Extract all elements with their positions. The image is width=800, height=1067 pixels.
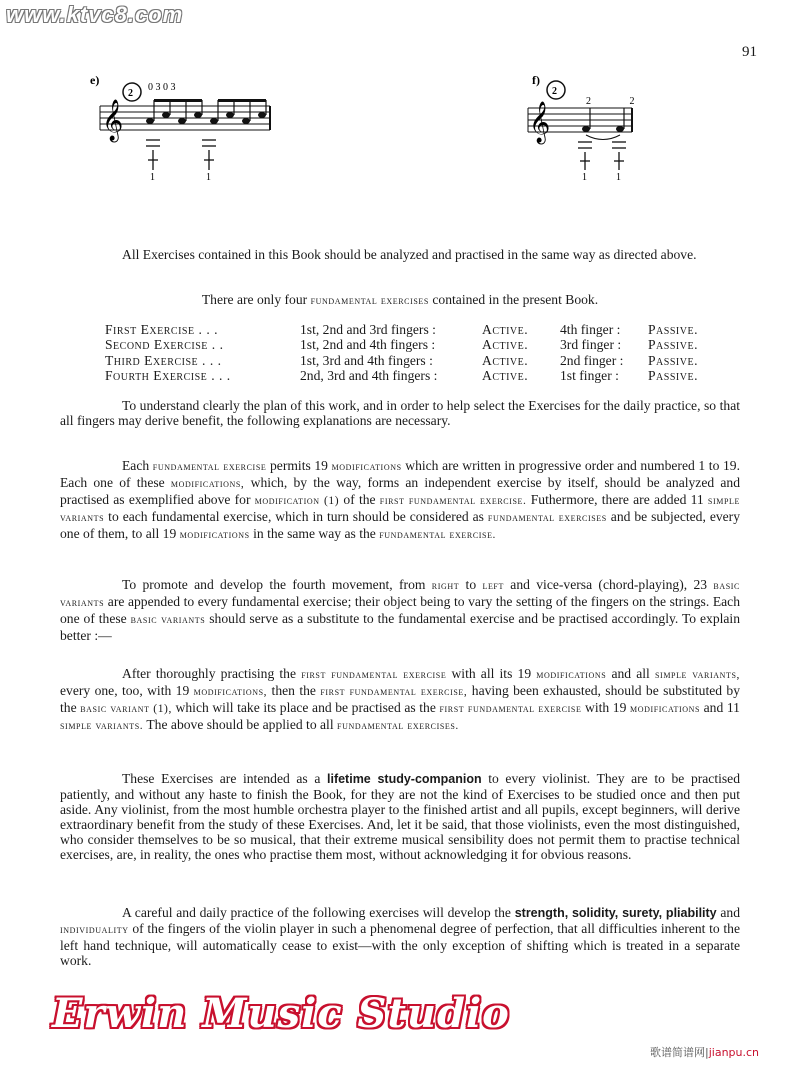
lifetime-text: These Exercises are intended as a lifetime study-companion to every violinist. They are to be practised patiently, and without any haste to finish the Book, for they are not the kind of Exercises to be studied once and then put aside. Any violinist, from the most humble orchestra player to the finished artist and all pupils, except beginners, will derive extraordinary benefit from the study of these Exercises. And, let it be said, that those violinists, even the most distinguished, who consider themselves to be so musical, that their extreme musical sensibility does not permit them to practise technical exercises, are, in reality, the ones who practise them most, without acknowledging it for obvious reasons. (60, 771, 741, 862)
footer-site-watermark: 歌谱简谱网|jianpu.cn (650, 1046, 760, 1059)
table-row: Fourth Exercise . . . 2nd, 3rd and 4th fingers : Active. 1st finger : Passive. (105, 367, 698, 383)
daily-practice-text: A careful and daily practice of the following exercises will develop the strength, solidity, surety, pliability and individuality of the fingers of the violin player in such a phenomenal degree of perfection, that all difficulties inherent to the left hand technique, will automatically cease to exist—with the only exception of shifting which is treated in a separate work. (60, 905, 741, 968)
paragraph-lifetime (60, 771, 740, 862)
table-row: Second Exercise . . 1st, 2nd and 4th fingers : Active. 3rd finger : Passive. (105, 337, 698, 353)
example-label: e) (90, 73, 100, 87)
paragraph-intro (60, 247, 740, 262)
fingering-label: 2 2 (586, 96, 653, 107)
plan-text: To understand clearly the plan of this work, and in order to help select the Exercises for the daily practice, so that all fingers may derive benefit, the following explanations are necessary. (60, 398, 740, 428)
example-label: f) (532, 73, 540, 87)
treble-clef-icon: 𝄞 (102, 100, 124, 141)
paragraph-count (60, 292, 740, 309)
treble-clef-icon: 𝄞 (529, 102, 551, 143)
note-group (582, 126, 624, 132)
count-text: There are only four fundamental exercises contained in the present Book. (201, 292, 599, 307)
studio-watermark: Erwin Music Studio (52, 990, 510, 1037)
paragraph-practice-order (60, 666, 740, 734)
music-example-f (520, 70, 653, 185)
intro-text: All Exercises contained in this Book should be analyzed and practised in the same way as directed above. (122, 247, 697, 262)
practice-order-text: After thoroughly practising the first fundamental exercise with all its 19 modifications and all simple variants, every one, too, with 19 modifications, then the first fundamental exercise, having been exhausted, should be substituted by the basic variant (1), which will take its place and be practised as the first fundamental exercise with 19 modifications and 11 simple variants. The above should be applied to all fundamental exercises. (60, 666, 741, 732)
svg-text:2: 2 (552, 86, 557, 97)
paragraph-plan (60, 398, 740, 428)
fingering-label: 0 3 0 3 (148, 82, 176, 93)
paragraph-basic-variants (60, 577, 740, 643)
basic-variants-text: To promote and develop the fourth movement, from right to left and vice-versa (chord-playing), 23 basic variants are appended to every fundamental exercise; their object being to vary the setting of the fingers on the strings. Each one of these basic variants should serve as a substitute to the fundamental exercise and be practised accordingly. To explain better :— (60, 577, 741, 643)
table-row: First Exercise . . . 1st, 2nd and 3rd fingers : Active. 4th finger : Passive. (105, 322, 698, 337)
page-number: 91 (742, 44, 757, 60)
svg-text:1: 1 (206, 172, 211, 183)
table-row: Third Exercise . . . 1st, 3rd and 4th fingers : Active. 2nd finger : Passive. (105, 352, 698, 368)
svg-text:1: 1 (150, 172, 155, 183)
svg-text:2: 2 (128, 88, 133, 99)
paragraph-modifications (60, 458, 740, 543)
svg-text:1: 1 (582, 172, 587, 183)
svg-text:1: 1 (616, 172, 621, 183)
paragraph-daily-practice (60, 905, 740, 968)
top-watermark: www.ktvc8.com (6, 2, 184, 27)
music-example-e (90, 70, 290, 185)
exercise-table (105, 322, 698, 383)
modifications-text: Each fundamental exercise permits 19 modifications which are written in progressive order and numbered 1 to 19. Each one of these modifications, which, by the way, forms an independent exercise by itself, should be analyzed and practised as exemplified above for modification (1) of the first fundamental exercise. Futhermore, there are added 11 simple variants to each fundamental exercise, which in turn should be considered as fundamental exercises and be subjected, every one of them, to all 19 modifications in the same way as the fundamental exercise. (60, 458, 741, 541)
